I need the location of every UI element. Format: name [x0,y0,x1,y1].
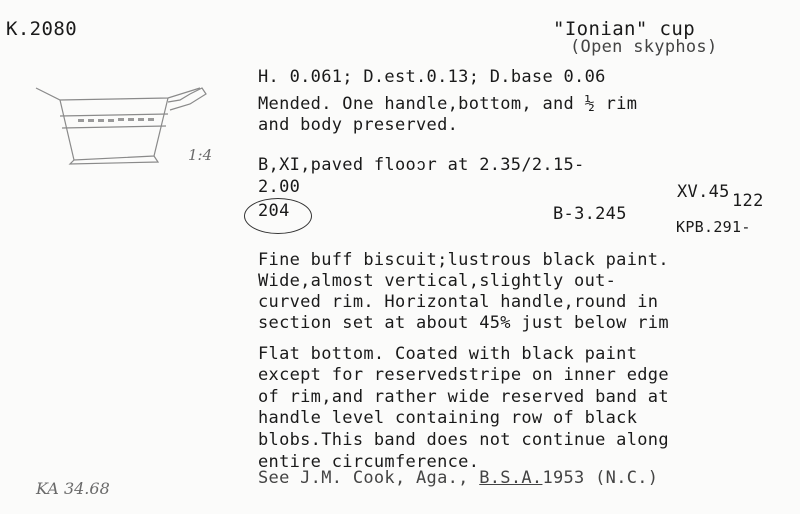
description-line-9: blobs.This band does not continue along [258,430,669,450]
circled-number: 204 [258,201,290,221]
inventory-b: B-3.245 [553,204,627,224]
findspot-line-2: 2.00 [258,177,301,197]
bibliography-prefix: See J.M. Cook, Aga., [258,468,480,488]
cup-sketch [30,74,213,174]
condition-line-2: and body preserved. [258,115,459,135]
description-line-7: of rim,and rather wide reserved band at [258,387,669,407]
handwritten-ka-number: KA 34.68 [36,479,110,498]
findspot-line-1: B,XI,paved flooↄr at 2.35/2.15- [258,155,585,175]
description-line-10: entire circumference. [258,452,480,472]
bibliography-journal: B.S.A. [479,468,543,488]
description-line-1: Fine buff biscuit;lustrous black paint. [258,250,669,270]
description-line-2: Wide,almost vertical,slightly out- [258,271,617,291]
description-line-5: Flat bottom. Coated with black paint [258,344,638,364]
scale-note: 1:4 [188,146,213,164]
measurements: H. 0.061; D.est.0.13; D.base 0.06 [258,67,606,87]
condition-line-1: Mended. One handle,bottom, and ½ rim [258,94,638,114]
description-line-6: except for reservedstripe on inner edge [258,365,669,385]
description-line-3: curved rim. Horizontal handle,round in [258,292,659,312]
bibliography-suffix: 1953 (N.C.) [542,468,659,488]
description-line-8: handle level containing row of black [258,408,638,428]
kpb-reference: KPB.291- [676,218,751,236]
xv-number: 122 [732,191,764,211]
xv-reference: XV.45 [677,182,730,202]
description-line-4: section set at about 45% just below rim [258,313,669,333]
bibliography [258,469,658,488]
object-subtitle: (Open skyphos) [570,37,718,57]
catalog-number: K.2080 [6,18,78,40]
object-title: "Ionian" cup [553,18,696,40]
